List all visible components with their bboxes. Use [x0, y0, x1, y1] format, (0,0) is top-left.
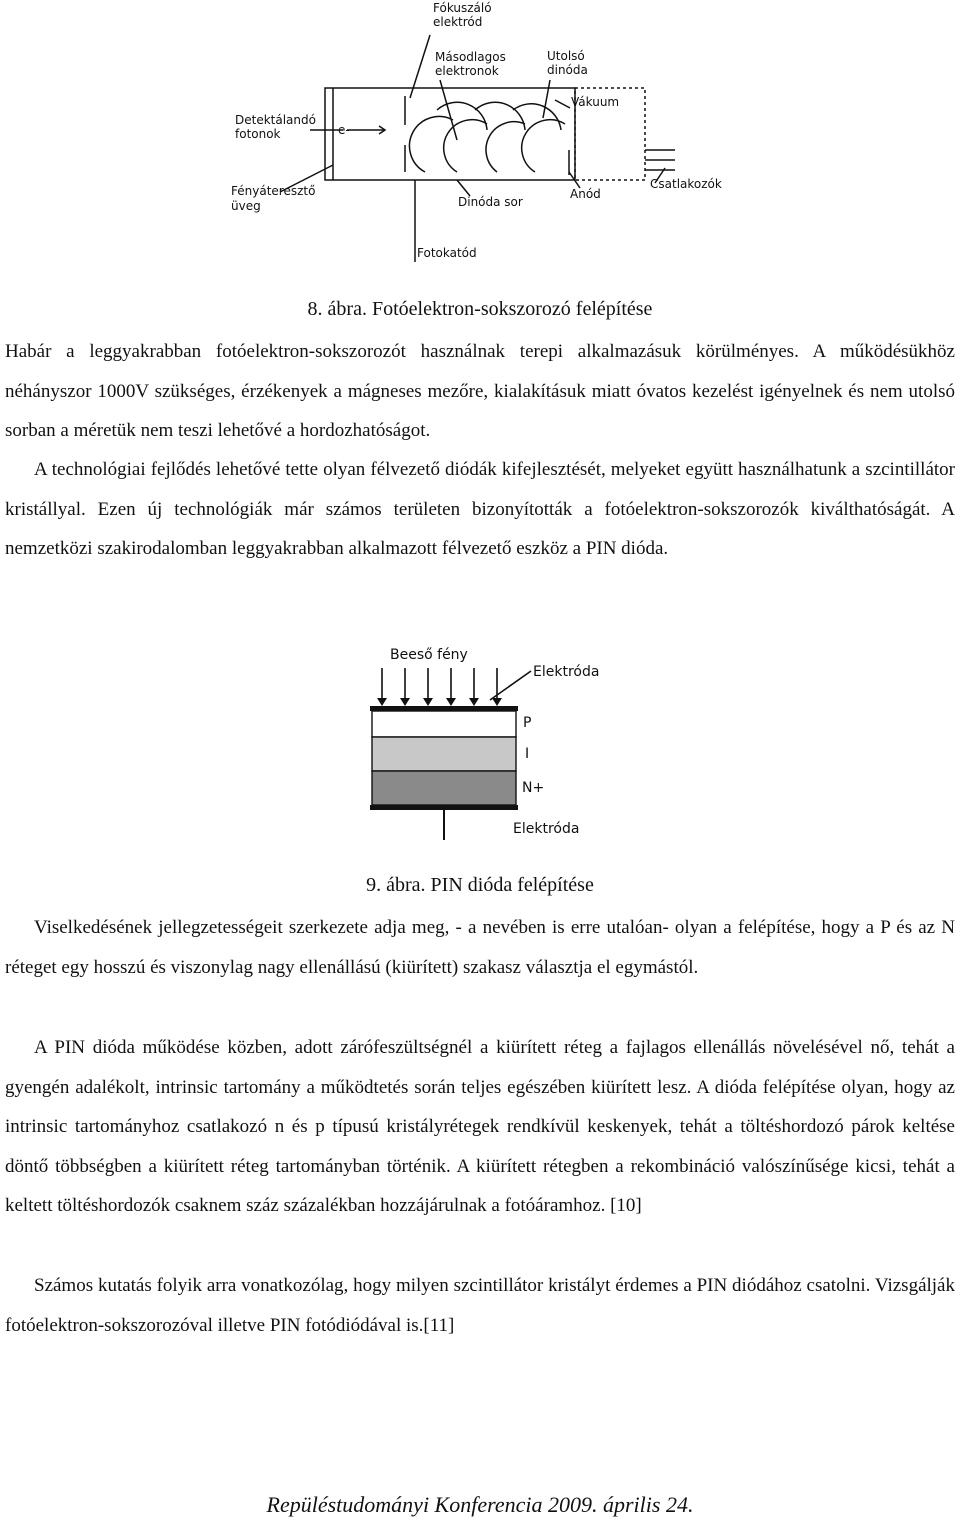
- figure-8-caption: 8. ábra. Fotóelektron-sokszorozó felépítése: [307, 298, 653, 320]
- glass-label: Fényáteresztő: [231, 184, 316, 198]
- photocathode-label: Fotokatód: [417, 246, 477, 260]
- anode-label: Anód: [570, 187, 601, 201]
- paragraph-1: Habár a leggyakrabban fotóelektron-sokszorozót használnak terepi alkalmazásuk körülményes. A működésükhöz néhányszor 1000V szükséges, érzékenyek a mágneses mezőre, kialakításuk miatt óvatos kezelést igényelnek és nem utolsó sorban a méretük nem teszi lehetővé a hordozhatóságot.: [5, 341, 955, 441]
- last-dynode-label-2: dinóda: [547, 63, 588, 77]
- connectors-label: Csatlakozók: [650, 177, 722, 191]
- glass-label-2: üveg: [231, 199, 261, 213]
- focusing-electrode-label-2: elektród: [433, 15, 483, 29]
- focusing-electrode-label: Fókuszáló: [433, 1, 492, 15]
- electron-label: e-: [338, 123, 350, 137]
- i-layer-label: I: [525, 746, 530, 762]
- n-layer-label: N+: [522, 780, 545, 796]
- figure-9-caption: 9. ábra. PIN dióda felépítése: [366, 874, 594, 896]
- photomultiplier-diagram: [225, 0, 735, 270]
- p-layer-label: P: [523, 715, 532, 731]
- paragraph-3: Viselkedésének jellegzetességeit szerkezete adja meg, - a nevében is erre utalóan- olyan a felépítése, hogy a P és az N réteget egy hosszú és viszonylag nagy ellenállású (kiürített) szakasz választja el egymástól.: [5, 917, 955, 978]
- last-dynode-label: Utolsó: [547, 49, 585, 63]
- vacuum-label: Vákuum: [571, 95, 620, 109]
- photons-label: Detektálandó: [235, 113, 316, 127]
- dynode-row-label: Dinóda sor: [458, 195, 523, 209]
- paragraph-2: A technológiai fejlődés lehetővé tette olyan félvezető diódák kifejlesztését, melyeket együtt használhatunk a szcintillátor kristállyal. Ezen új technológiák már számos területen bizonyították a fotóelektron-sokszorozók kiválthatóságát. A nemzetközi szakirodalomban leggyakrabban alkalmazott félvezető eszköz a PIN dióda.: [5, 459, 955, 559]
- paragraph-4: A PIN dióda működése közben, adott zárófeszültségnél a kiürített réteg a fajlagos ellenállás növelésével nő, tehát a gyengén adalékolt, intrinsic tartomány a működtetés során teljes egészében kiürített lesz. A dióda felépítése olyan, hogy az intrinsic tartományhoz csatlakozó n és p típusú kristályrétegek rendkívül keskenyek, tehát a töltéshordozó párok keltése döntő többségben a kiürített réteg tartományban történik. A kiürített rétegben a rekombináció valószínűsége kicsi, tehát a keltett töltéshordozók csaknem száz százalékban hozzájárulnak a fotóáramhoz. [10]: [5, 1037, 955, 1216]
- secondary-electrons-label-2: elektronok: [435, 64, 499, 78]
- pin-diode-diagram: [350, 640, 610, 845]
- secondary-electrons-label: Másodlagos: [435, 50, 506, 64]
- top-electrode-label: Elektróda: [533, 664, 600, 680]
- incident-light-label: Beeső fény: [390, 647, 468, 663]
- footer: Repüléstudományi Konferencia 2009. április 24.: [266, 1492, 694, 1517]
- bottom-electrode-label: Elektróda: [513, 821, 580, 837]
- paragraph-5: Számos kutatás folyik arra vonatkozólag, hogy milyen szcintillátor kristályt érdemes a PIN diódához csatolni. Vizsgálják fotóelektron-sokszorozóval illetve PIN fotódiódával is.[11]: [5, 1275, 955, 1336]
- photons-label-2: fotonok: [235, 127, 281, 141]
